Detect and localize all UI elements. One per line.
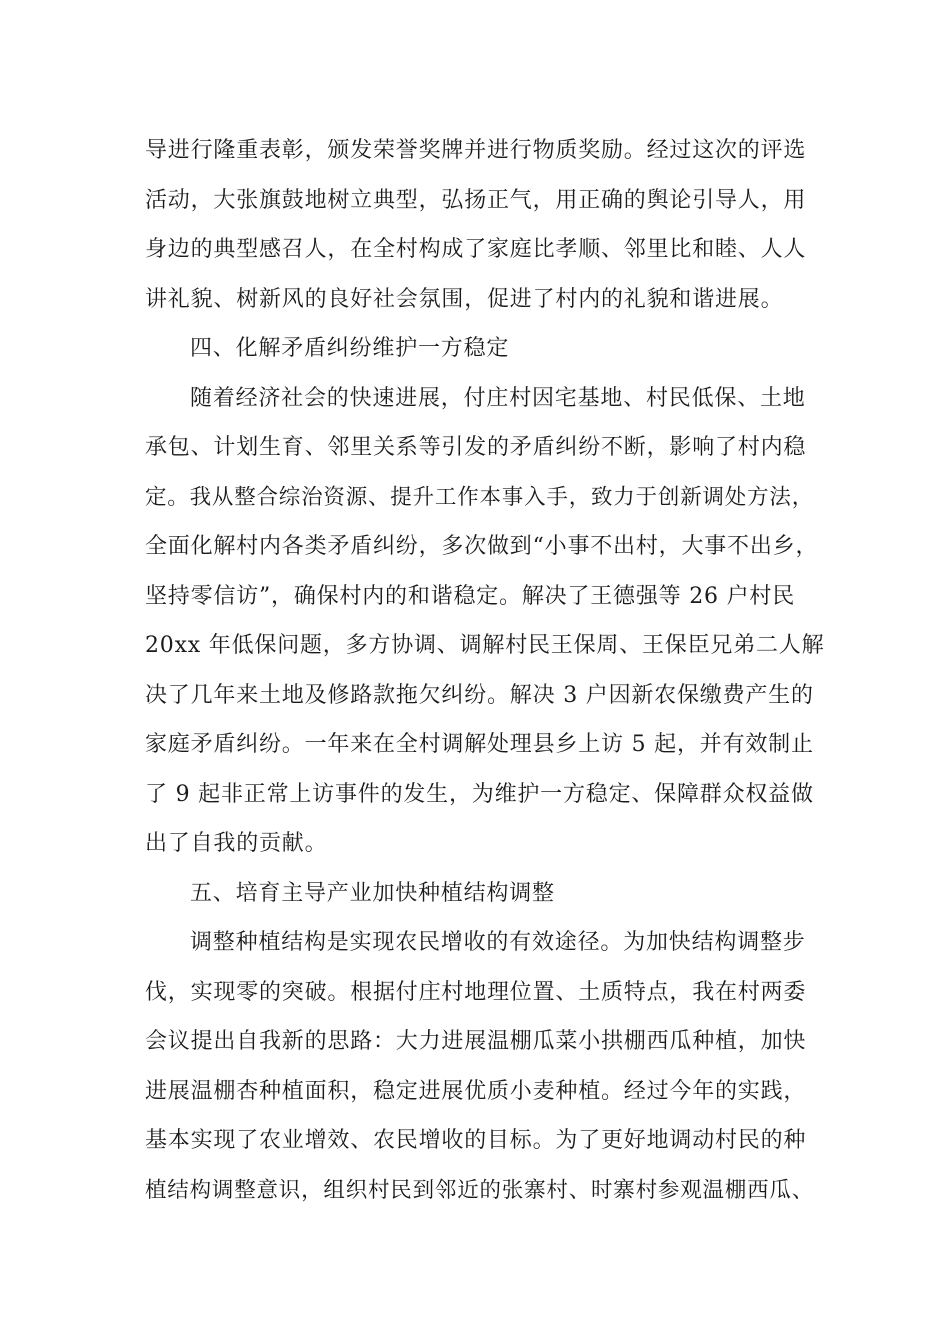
text-line: 坚持零信访”，确保村内的和谐稳定。解决了王德强等 26 户村民 <box>145 583 796 609</box>
text-line: 五、培育主导产业加快种植结构调整 <box>190 880 555 906</box>
text-line: 会议提出自我新的思路：大力进展温棚瓜菜小拱棚西瓜种植，加快 <box>145 1029 807 1054</box>
text-line: 了 9 起非正常上访事件的发生，为维护一方稳定、保障群众权益做 <box>145 781 814 807</box>
text-line: 伐，实现零的突破。根据付庄村地理位置、土质特点，我在村两委 <box>145 979 807 1005</box>
text-line: 基本实现了农业增效、农民增收的目标。为了更好地调动村民的种 <box>145 1128 807 1153</box>
text-line: 全面化解村内各类矛盾纠纷，多次做到“小事不出村，大事不出乡， <box>145 534 819 559</box>
text-line: 导进行隆重表彰，颁发荣誉奖牌并进行物质奖励。经过这次的评选 <box>145 138 807 163</box>
text-line: 决了几年来土地及修路款拖欠纠纷。解决 3 户因新农保缴费产生的 <box>145 682 814 708</box>
text-line: 身边的典型感召人，在全村构成了家庭比孝顺、邻里比和睦、人人 <box>145 237 807 262</box>
text-line: 植结构调整意识，组织村民到邻近的张寨村、时寨村参观温棚西瓜、 <box>145 1177 815 1203</box>
text-line: 讲礼貌、树新风的良好社会氛围，促进了村内的礼貌和谐进展。 <box>145 286 784 312</box>
text-line: 随着经济社会的快速进展，付庄村因宅基地、村民低保、土地 <box>190 385 806 411</box>
text-line: 20xx 年低保问题，多方协调、调解村民王保周、王保臣兄弟二人解 <box>145 633 825 658</box>
text-line: 四、化解矛盾纠纷维护一方稳定 <box>190 336 510 361</box>
body-text <box>145 131 825 1220</box>
text-line: 调整种植结构是实现农民增收的有效途径。为加快结构调整步 <box>190 930 806 955</box>
text-line: 活动，大张旗鼓地树立典型，弘扬正气，用正确的舆论引导人，用 <box>145 187 807 213</box>
text-line: 出了自我的贡献。 <box>145 831 328 856</box>
text-line: 承包、计划生育、邻里关系等引发的矛盾纠纷不断，影响了村内稳 <box>145 435 807 460</box>
text-line: 定。我从整合综治资源、提升工作本事入手，致力于创新调处方法， <box>145 484 815 510</box>
text-line: 家庭矛盾纠纷。一年来在全村调解处理县乡上访 5 起，并有效制止 <box>145 732 814 757</box>
text-line: 进展温棚杏种植面积，稳定进展优质小麦种植。经过今年的实践， <box>145 1078 807 1104</box>
